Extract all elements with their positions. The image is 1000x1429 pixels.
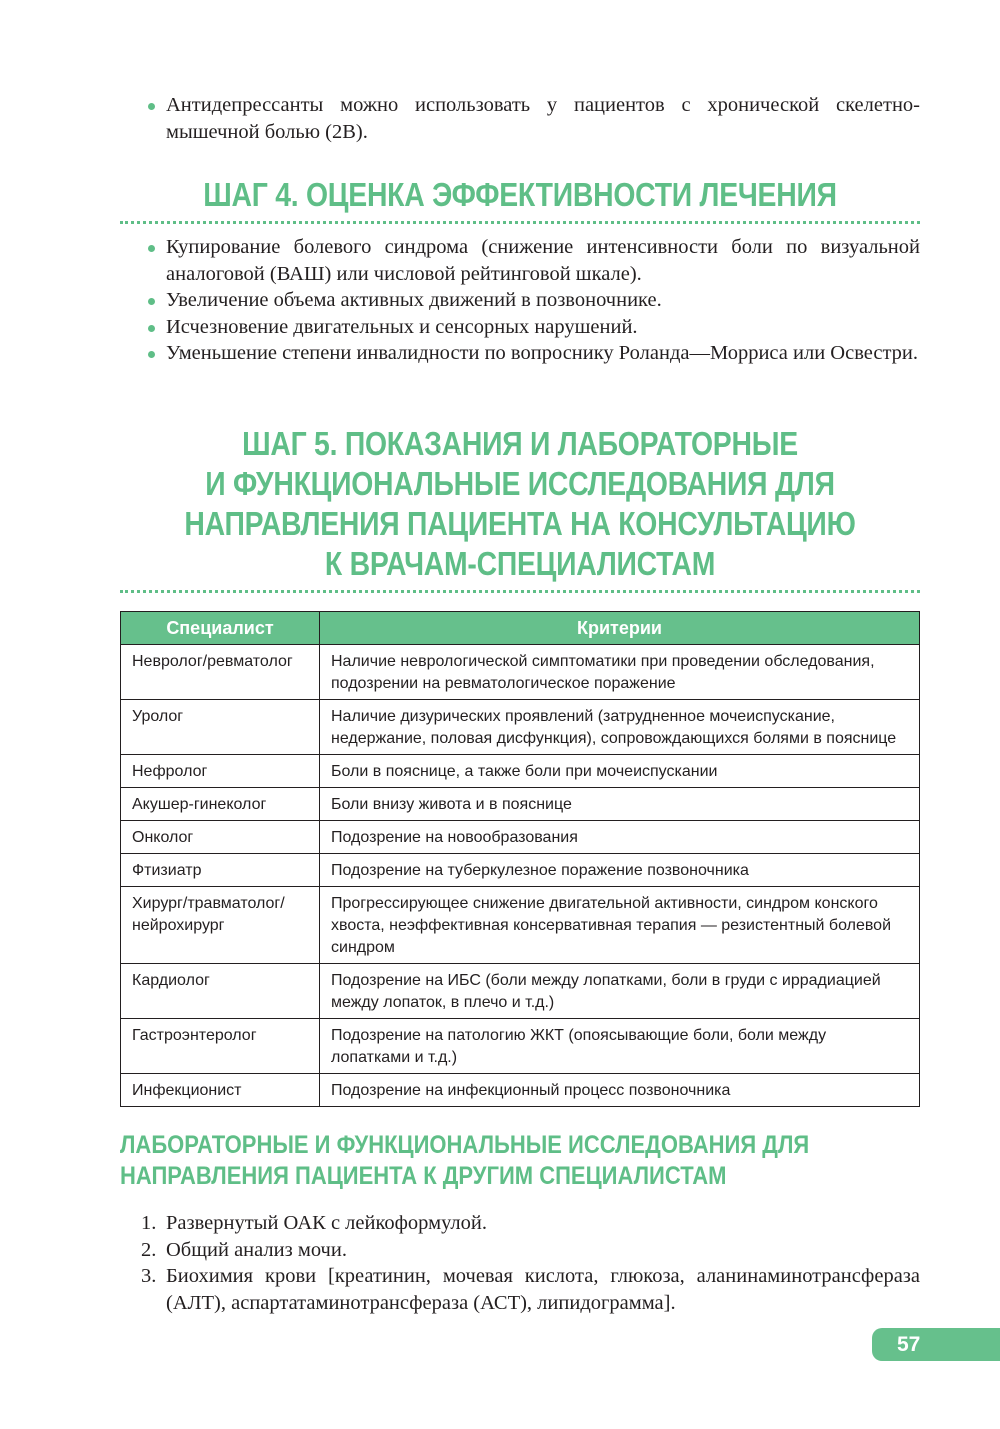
criteria-cell: Подозрение на ИБС (боли между лопатками, боли в груди с иррадиацией между лопаток, в плечо и т.д.) <box>320 964 920 1019</box>
intro-bullet-list <box>120 92 920 145</box>
table-row <box>121 788 920 821</box>
list-item: 1. Развернутый ОАК с лейкоформулой. <box>141 1212 488 1234</box>
intro-section <box>120 92 920 145</box>
criteria-cell: Подозрение на патологию ЖКТ (опоясывающие боли, боли между лопатками и т.д.) <box>320 1019 920 1074</box>
table-row <box>121 854 920 887</box>
specialist-cell: Инфекционист <box>121 1074 320 1107</box>
criteria-cell: Прогрессирующее снижение двигательной активности, синдром конского хвоста, неэффективная консервативная терапия — резистентный болевой синдром <box>320 887 920 964</box>
list-item: 3. Биохимия крови [креатинин, мочевая кислота, глюкоза, аланинаминотрансфераза (АЛТ), аспартатаминотрансфераза (АСТ), липидограмма]. <box>141 1265 920 1314</box>
bullet-dot-icon <box>148 325 155 332</box>
bullet-dot-icon <box>148 351 155 358</box>
bullet-dot-icon <box>148 245 155 252</box>
labs-list <box>120 1210 920 1316</box>
specialists-table <box>120 611 920 1107</box>
specialist-cell: Онколог <box>121 821 320 854</box>
criteria-cell: Боли внизу живота и в пояснице <box>320 788 920 821</box>
column-header-criteria: Критерии <box>320 612 920 645</box>
dotted-divider <box>120 590 920 593</box>
step4-bullet-list <box>120 234 920 367</box>
bullet-item: Купирование болевого синдрома (снижение интенсивности боли по визуальной аналоговой (ВАШ) или числовой рейтинговой шкале). <box>120 234 920 287</box>
table-row <box>121 1074 920 1107</box>
criteria-cell: Наличие неврологической симптоматики при проведении обследования, подозрении на ревматологическое поражение <box>320 645 920 700</box>
labs-title: ЛАБОРАТОРНЫЕ И ФУНКЦИОНАЛЬНЫЕ ИССЛЕДОВАНИЯ ДЛЯ НАПРАВЛЕНИЯ ПАЦИЕНТА К ДРУГИМ СПЕЦИАЛИСТАМ <box>120 1131 810 1190</box>
bullet-item: Уменьшение степени инвалидности по вопроснику Роланда—Морриса или Освестри. <box>120 340 920 367</box>
table-row <box>121 1019 920 1074</box>
specialist-cell: Гастроэнтеролог <box>121 1019 320 1074</box>
specialist-cell: Уролог <box>121 700 320 755</box>
criteria-cell: Боли в пояснице, а также боли при мочеиспускании <box>320 755 920 788</box>
table-row <box>121 964 920 1019</box>
bullet-item: Антидепрессанты можно использовать у пациентов с хронической скелетно-мышечной болью (2В). <box>120 92 920 145</box>
specialist-cell: Акушер-гинеколог <box>121 788 320 821</box>
step5-title: ШАГ 5. ПОКАЗАНИЯ И ЛАБОРАТОРНЫЕ И ФУНКЦИОНАЛЬНЫЕ ИССЛЕДОВАНИЯ ДЛЯ НАПРАВЛЕНИЯ ПАЦИЕНТА НА КОНСУЛЬТАЦИЮ К ВРАЧАМ-СПЕЦИАЛИСТАМ <box>184 425 856 582</box>
page-number: 57 <box>872 1328 1000 1361</box>
table-row <box>121 700 920 755</box>
criteria-cell: Подозрение на инфекционный процесс позвоночника <box>320 1074 920 1107</box>
specialist-cell: Фтизиатр <box>121 854 320 887</box>
criteria-cell: Подозрение на новообразования <box>320 821 920 854</box>
table-row <box>121 645 920 700</box>
list-item: 2. Общий анализ мочи. <box>141 1238 347 1261</box>
bullet-item: Увеличение объема активных движений в позвоночнике. <box>120 287 920 314</box>
specialists-table-wrap <box>120 611 920 1107</box>
table-row <box>121 821 920 854</box>
table-row <box>121 755 920 788</box>
specialist-cell: Хирург/травматолог/ нейрохирург <box>121 887 320 964</box>
table-header-row <box>121 612 920 645</box>
bullet-dot-icon <box>148 103 155 110</box>
bullet-item: Исчезновение двигательных и сенсорных нарушений. <box>120 314 920 341</box>
bullet-dot-icon <box>148 298 155 305</box>
specialist-cell: Кардиолог <box>121 964 320 1019</box>
criteria-cell: Наличие дизурических проявлений (затрудненное мочеиспускание, недержание, половая дисфункция), сопровождающихся болями в пояснице <box>320 700 920 755</box>
step5-section <box>120 424 920 593</box>
step4-title: ШАГ 4. ОЦЕНКА ЭФФЕКТИВНОСТИ ЛЕЧЕНИЯ <box>203 176 837 213</box>
specialist-cell: Нефролог <box>121 755 320 788</box>
dotted-divider <box>120 221 920 224</box>
labs-section <box>120 1130 920 1316</box>
column-header-specialist: Специалист <box>121 612 320 645</box>
specialist-cell: Невролог/ревматолог <box>121 645 320 700</box>
step4-section <box>120 175 920 367</box>
table-row <box>121 887 920 964</box>
criteria-cell: Подозрение на туберкулезное поражение позвоночника <box>320 854 920 887</box>
